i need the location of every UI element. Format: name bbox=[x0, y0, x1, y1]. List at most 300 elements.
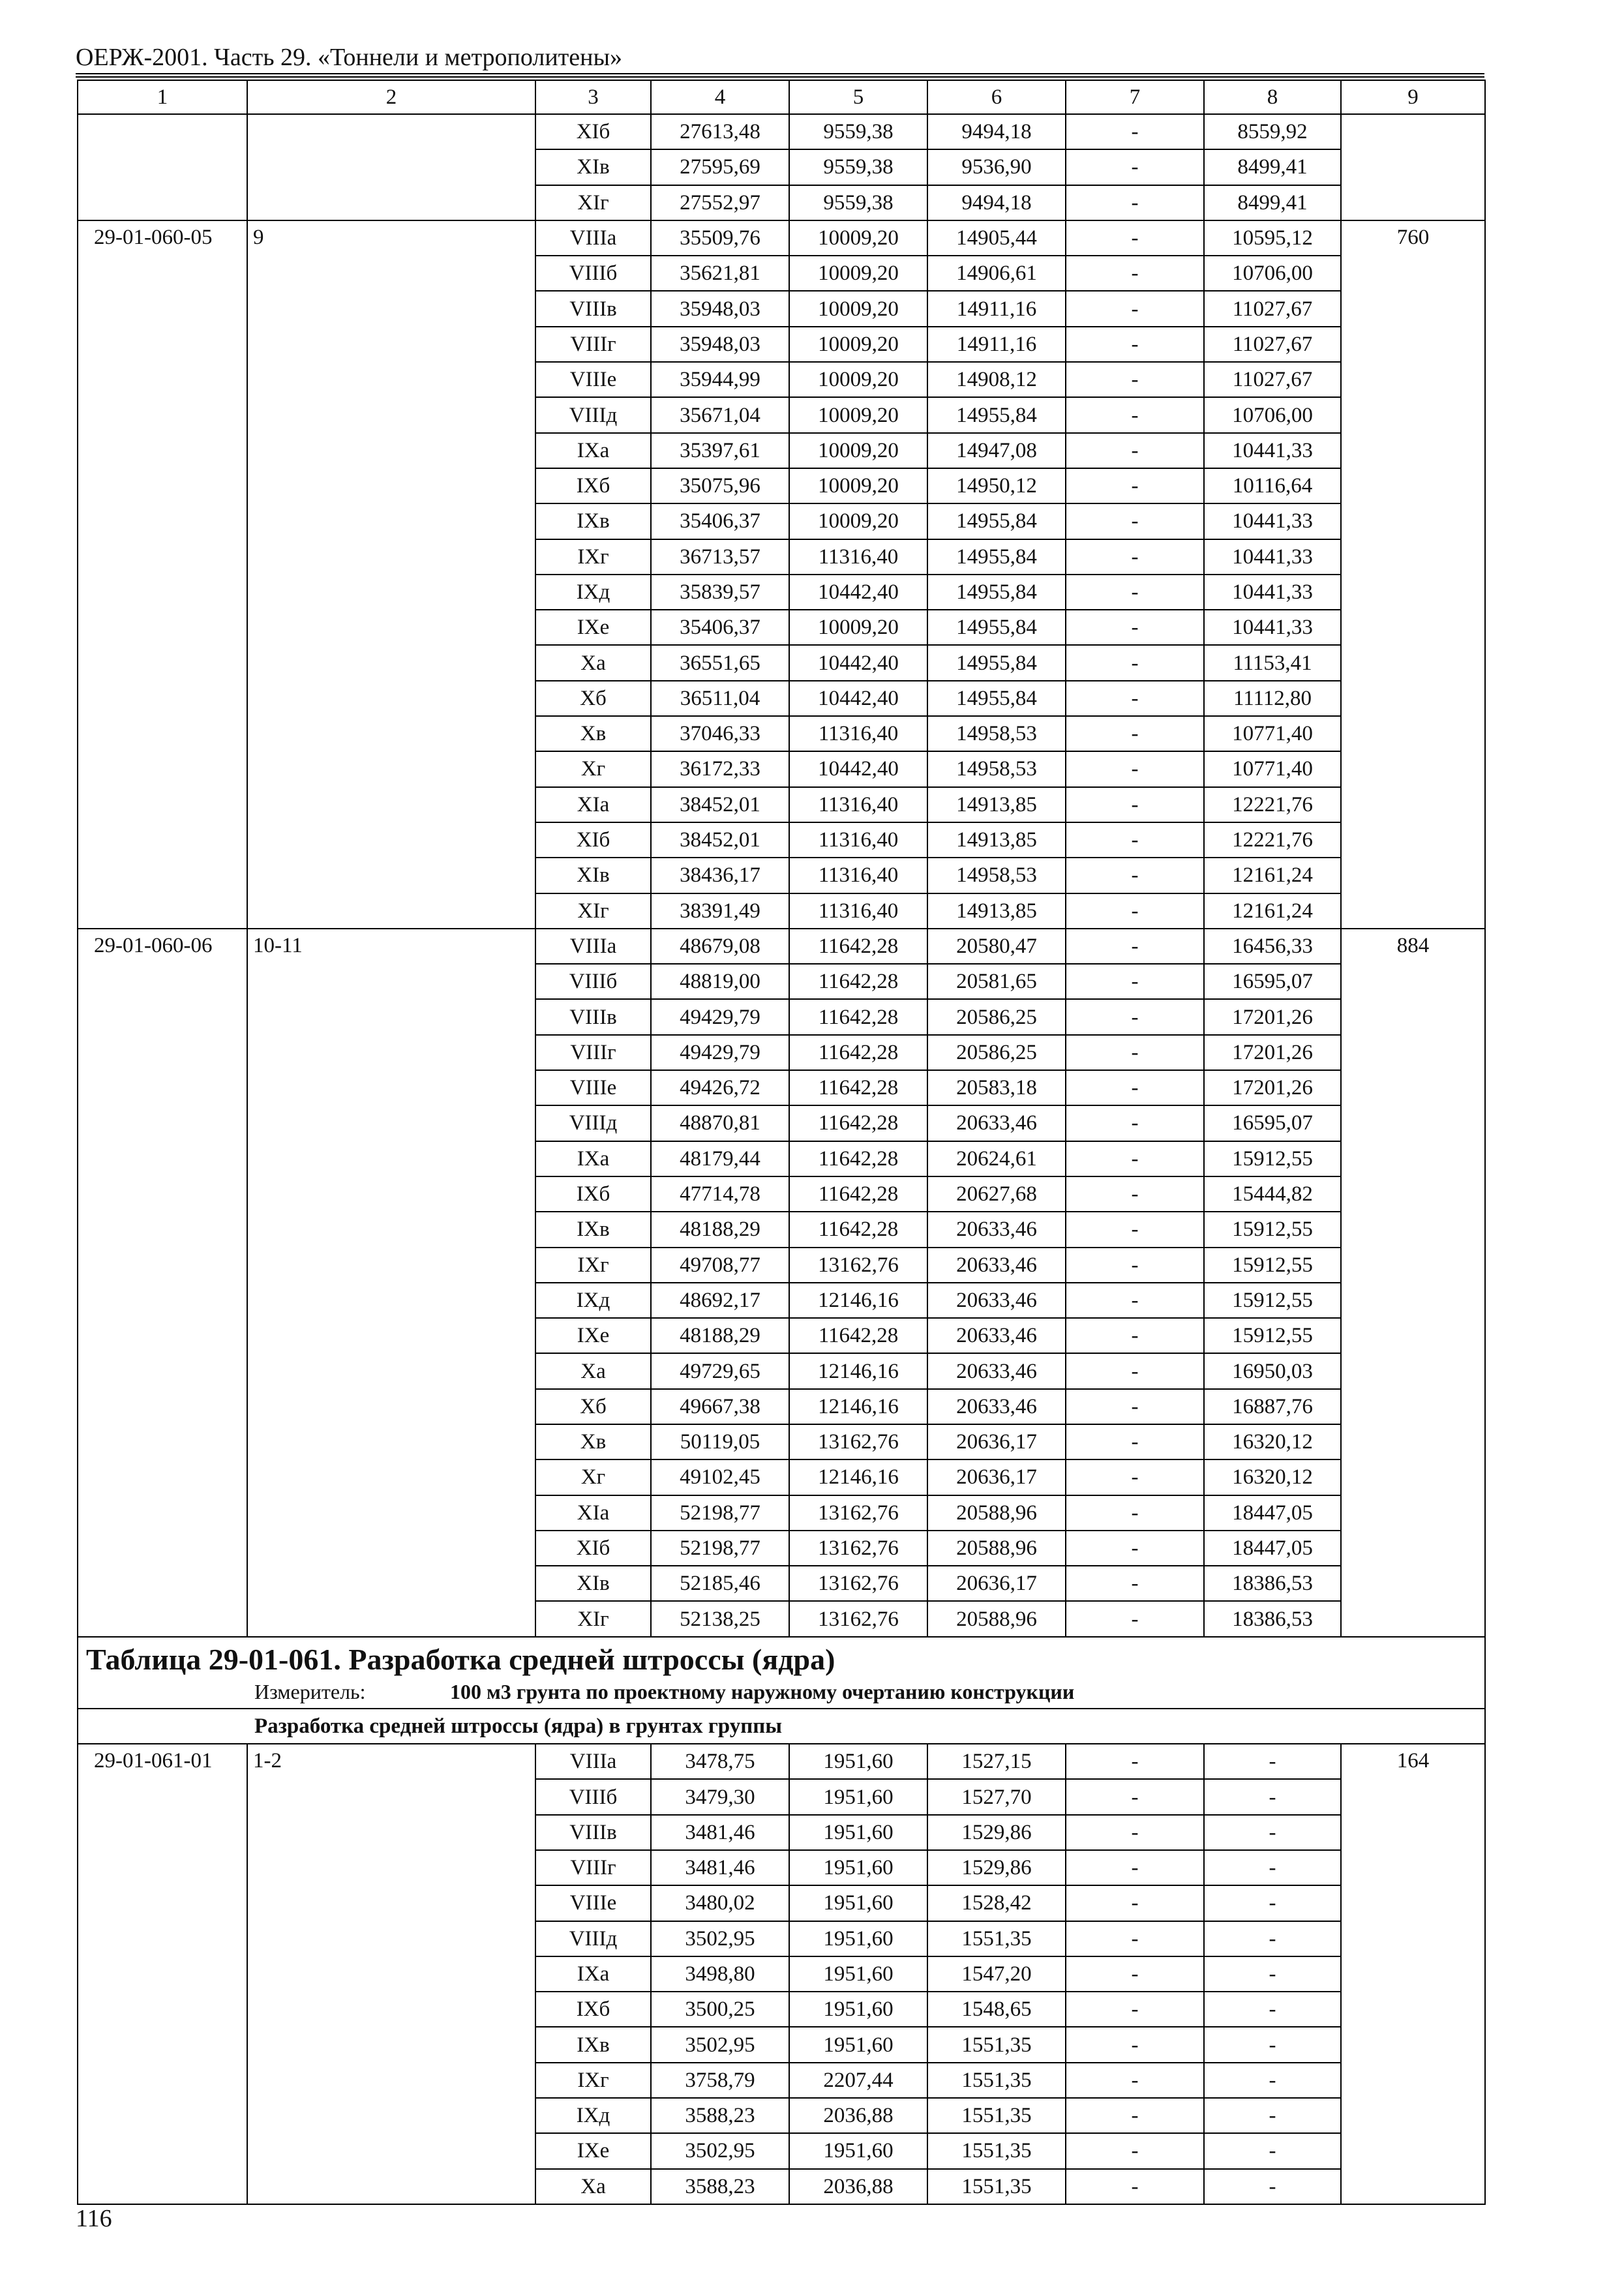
soil-category-cell: XIб bbox=[535, 1531, 651, 1566]
wages-cell: 1951,60 bbox=[789, 1921, 927, 1956]
driver-wages-cell: - bbox=[1066, 1850, 1204, 1885]
machine-cost-cell: 1527,15 bbox=[927, 1744, 1066, 1779]
direct-cost-cell: 49429,79 bbox=[651, 1035, 789, 1070]
machine-cost-cell: 9494,18 bbox=[927, 114, 1066, 149]
table-title-row bbox=[78, 1637, 1485, 1709]
wages-cell: 13162,76 bbox=[789, 1601, 927, 1636]
materials-cost-cell: 15912,55 bbox=[1204, 1318, 1341, 1353]
wages-cell: 1951,60 bbox=[789, 1992, 927, 2027]
machine-cost-cell: 20624,61 bbox=[927, 1141, 1066, 1176]
materials-cost-cell: 11112,80 bbox=[1204, 681, 1341, 716]
soil-category-cell: VIIIб bbox=[535, 964, 651, 999]
direct-cost-cell: 49729,65 bbox=[651, 1353, 789, 1388]
soil-category-cell: Xг bbox=[535, 751, 651, 786]
table-row bbox=[78, 114, 1485, 149]
machine-cost-cell: 20583,18 bbox=[927, 1070, 1066, 1105]
soil-category-cell: IXв bbox=[535, 1212, 651, 1247]
driver-wages-cell: - bbox=[1066, 1248, 1204, 1283]
soil-category-cell: VIIIе bbox=[535, 362, 651, 397]
machine-cost-cell: 20636,17 bbox=[927, 1566, 1066, 1601]
wages-cell: 11642,28 bbox=[789, 964, 927, 999]
direct-cost-cell: 36713,57 bbox=[651, 539, 789, 575]
machine-cost-cell: 14955,84 bbox=[927, 503, 1066, 539]
direct-cost-cell: 48870,81 bbox=[651, 1105, 789, 1141]
machine-cost-cell: 1547,20 bbox=[927, 1956, 1066, 1992]
labor-cost-cell: 164 bbox=[1341, 1744, 1485, 2204]
materials-cost-cell: 15912,55 bbox=[1204, 1141, 1341, 1176]
table-title: Таблица 29-01-061. Разработка средней штроссы (ядра) bbox=[86, 1642, 835, 1676]
direct-cost-cell: 3758,79 bbox=[651, 2063, 789, 2098]
driver-wages-cell: - bbox=[1066, 397, 1204, 432]
materials-cost-cell: - bbox=[1204, 1921, 1341, 1956]
direct-cost-cell: 36551,65 bbox=[651, 645, 789, 680]
soil-category-cell: XIв bbox=[535, 149, 651, 185]
machine-cost-cell: 1551,35 bbox=[927, 2098, 1066, 2133]
machine-cost-cell: 1527,70 bbox=[927, 1779, 1066, 1814]
driver-wages-cell: - bbox=[1066, 1070, 1204, 1105]
soil-category-cell: VIIIв bbox=[535, 999, 651, 1034]
soil-category-cell: Xг bbox=[535, 1459, 651, 1495]
soil-category-cell: Xв bbox=[535, 716, 651, 751]
materials-cost-cell: 11027,67 bbox=[1204, 291, 1341, 326]
machine-cost-cell: 1548,65 bbox=[927, 1992, 1066, 2027]
direct-cost-cell: 35406,37 bbox=[651, 503, 789, 539]
direct-cost-cell: 3588,23 bbox=[651, 2169, 789, 2204]
wages-cell: 1951,60 bbox=[789, 1744, 927, 1779]
column-number: 6 bbox=[927, 80, 1066, 114]
driver-wages-cell: - bbox=[1066, 2063, 1204, 2098]
machine-cost-cell: 20588,96 bbox=[927, 1601, 1066, 1636]
machine-cost-cell: 1528,42 bbox=[927, 1885, 1066, 1921]
direct-cost-cell: 27613,48 bbox=[651, 114, 789, 149]
soil-category-cell: IXб bbox=[535, 468, 651, 503]
machine-cost-cell: 14913,85 bbox=[927, 822, 1066, 858]
direct-cost-cell: 38452,01 bbox=[651, 787, 789, 822]
materials-cost-cell: 12161,24 bbox=[1204, 858, 1341, 893]
materials-cost-cell: 8499,41 bbox=[1204, 149, 1341, 185]
driver-wages-cell: - bbox=[1066, 503, 1204, 539]
driver-wages-cell: - bbox=[1066, 751, 1204, 786]
machine-cost-cell: 20636,17 bbox=[927, 1459, 1066, 1495]
wages-cell: 10009,20 bbox=[789, 468, 927, 503]
soil-category-cell: IXв bbox=[535, 503, 651, 539]
driver-wages-cell: - bbox=[1066, 256, 1204, 291]
driver-wages-cell: - bbox=[1066, 1779, 1204, 1814]
materials-cost-cell: 15912,55 bbox=[1204, 1212, 1341, 1247]
materials-cost-cell: 10441,33 bbox=[1204, 575, 1341, 610]
soil-category-cell: XIб bbox=[535, 822, 651, 858]
materials-cost-cell: 10771,40 bbox=[1204, 716, 1341, 751]
driver-wages-cell: - bbox=[1066, 575, 1204, 610]
driver-wages-cell: - bbox=[1066, 114, 1204, 149]
column-number: 5 bbox=[789, 80, 927, 114]
direct-cost-cell: 52198,77 bbox=[651, 1495, 789, 1531]
machine-cost-cell: 1551,35 bbox=[927, 2027, 1066, 2062]
soil-category-cell: IXд bbox=[535, 1283, 651, 1318]
direct-cost-cell: 48188,29 bbox=[651, 1318, 789, 1353]
column-number-row bbox=[78, 80, 1485, 114]
wages-cell: 10009,20 bbox=[789, 256, 927, 291]
driver-wages-cell: - bbox=[1066, 1531, 1204, 1566]
materials-cost-cell: 11027,67 bbox=[1204, 327, 1341, 362]
materials-cost-cell: 10116,64 bbox=[1204, 468, 1341, 503]
direct-cost-cell: 35671,04 bbox=[651, 397, 789, 432]
materials-cost-cell: 10441,33 bbox=[1204, 539, 1341, 575]
direct-cost-cell: 49102,45 bbox=[651, 1459, 789, 1495]
machine-cost-cell: 20633,46 bbox=[927, 1248, 1066, 1283]
driver-wages-cell: - bbox=[1066, 2098, 1204, 2133]
direct-cost-cell: 50119,05 bbox=[651, 1424, 789, 1459]
soil-category-cell: IXд bbox=[535, 575, 651, 610]
materials-cost-cell: 10595,12 bbox=[1204, 220, 1341, 256]
soil-category-cell: VIIIв bbox=[535, 291, 651, 326]
direct-cost-cell: 52185,46 bbox=[651, 1566, 789, 1601]
wages-cell: 9559,38 bbox=[789, 114, 927, 149]
wages-cell: 11316,40 bbox=[789, 858, 927, 893]
driver-wages-cell: - bbox=[1066, 362, 1204, 397]
wages-cell: 10009,20 bbox=[789, 327, 927, 362]
wages-cell: 1951,60 bbox=[789, 1815, 927, 1850]
driver-wages-cell: - bbox=[1066, 822, 1204, 858]
section-title: Разработка средней штроссы (ядра) в грунтах группы bbox=[78, 1709, 1485, 1744]
direct-cost-cell: 3500,25 bbox=[651, 1992, 789, 2027]
soil-category-cell: IXг bbox=[535, 1248, 651, 1283]
wages-cell: 10009,20 bbox=[789, 362, 927, 397]
labor-cost-cell: 760 bbox=[1341, 220, 1485, 929]
wages-cell: 1951,60 bbox=[789, 2133, 927, 2168]
materials-cost-cell: 12161,24 bbox=[1204, 893, 1341, 929]
soil-category-cell: Xа bbox=[535, 1353, 651, 1388]
materials-cost-cell: 16595,07 bbox=[1204, 964, 1341, 999]
direct-cost-cell: 35509,76 bbox=[651, 220, 789, 256]
materials-cost-cell: 10441,33 bbox=[1204, 433, 1341, 468]
rate-code-cell: 29-01-060-06 bbox=[78, 929, 247, 1637]
soil-category-cell: XIг bbox=[535, 1601, 651, 1636]
machine-cost-cell: 20581,65 bbox=[927, 964, 1066, 999]
soil-category-cell: VIIIд bbox=[535, 397, 651, 432]
driver-wages-cell: - bbox=[1066, 1459, 1204, 1495]
wages-cell: 11316,40 bbox=[789, 822, 927, 858]
direct-cost-cell: 3502,95 bbox=[651, 2027, 789, 2062]
driver-wages-cell: - bbox=[1066, 716, 1204, 751]
materials-cost-cell: 16456,33 bbox=[1204, 929, 1341, 964]
wages-cell: 10442,40 bbox=[789, 645, 927, 680]
wages-cell: 10442,40 bbox=[789, 681, 927, 716]
document-header: ОЕРЖ-2001. Часть 29. «Тоннели и метрополитены» bbox=[76, 44, 623, 71]
driver-wages-cell: - bbox=[1066, 1389, 1204, 1424]
soil-category-cell: VIIIг bbox=[535, 1035, 651, 1070]
direct-cost-cell: 3481,46 bbox=[651, 1850, 789, 1885]
materials-cost-cell: 17201,26 bbox=[1204, 1070, 1341, 1105]
driver-wages-cell: - bbox=[1066, 1601, 1204, 1636]
soil-category-cell: XIб bbox=[535, 114, 651, 149]
wages-cell: 11642,28 bbox=[789, 999, 927, 1034]
machine-cost-cell: 20633,46 bbox=[927, 1353, 1066, 1388]
machine-cost-cell: 14950,12 bbox=[927, 468, 1066, 503]
materials-cost-cell: - bbox=[1204, 1815, 1341, 1850]
driver-wages-cell: - bbox=[1066, 999, 1204, 1034]
machine-cost-cell: 14906,61 bbox=[927, 256, 1066, 291]
measure-unit-label: Измеритель: bbox=[254, 1679, 366, 1703]
machine-cost-cell: 14908,12 bbox=[927, 362, 1066, 397]
machine-cost-cell: 14911,16 bbox=[927, 327, 1066, 362]
machine-cost-cell: 20636,17 bbox=[927, 1424, 1066, 1459]
materials-cost-cell: 16320,12 bbox=[1204, 1459, 1341, 1495]
table-row bbox=[78, 929, 1485, 964]
machine-cost-cell: 14947,08 bbox=[927, 433, 1066, 468]
table-title-cell bbox=[78, 1637, 1485, 1709]
soil-category-cell: XIг bbox=[535, 185, 651, 220]
materials-cost-cell: 17201,26 bbox=[1204, 999, 1341, 1034]
driver-wages-cell: - bbox=[1066, 1885, 1204, 1921]
column-number: 7 bbox=[1066, 80, 1204, 114]
machine-cost-cell: 20633,46 bbox=[927, 1389, 1066, 1424]
machine-cost-cell: 1551,35 bbox=[927, 2169, 1066, 2204]
driver-wages-cell: - bbox=[1066, 893, 1204, 929]
wages-cell: 10009,20 bbox=[789, 397, 927, 432]
table-row bbox=[78, 220, 1485, 256]
direct-cost-cell: 36172,33 bbox=[651, 751, 789, 786]
wages-cell: 10442,40 bbox=[789, 751, 927, 786]
direct-cost-cell: 3498,80 bbox=[651, 1956, 789, 1992]
soil-category-cell: VIIIд bbox=[535, 1921, 651, 1956]
direct-cost-cell: 36511,04 bbox=[651, 681, 789, 716]
wages-cell: 11642,28 bbox=[789, 1070, 927, 1105]
soil-category-cell: IXа bbox=[535, 1956, 651, 1992]
materials-cost-cell: 15444,82 bbox=[1204, 1176, 1341, 1212]
machine-cost-cell: 1551,35 bbox=[927, 2063, 1066, 2098]
wages-cell: 12146,16 bbox=[789, 1459, 927, 1495]
materials-cost-cell: 16887,76 bbox=[1204, 1389, 1341, 1424]
materials-cost-cell: 12221,76 bbox=[1204, 822, 1341, 858]
materials-cost-cell: - bbox=[1204, 2133, 1341, 2168]
machine-cost-cell: 1551,35 bbox=[927, 2133, 1066, 2168]
soil-category-cell: VIIIа bbox=[535, 929, 651, 964]
wages-cell: 11316,40 bbox=[789, 893, 927, 929]
machine-cost-cell: 20580,47 bbox=[927, 929, 1066, 964]
column-number: 2 bbox=[247, 80, 535, 114]
soil-category-cell: VIIIа bbox=[535, 1744, 651, 1779]
soil-category-cell: IXд bbox=[535, 2098, 651, 2133]
materials-cost-cell: 17201,26 bbox=[1204, 1035, 1341, 1070]
driver-wages-cell: - bbox=[1066, 433, 1204, 468]
wages-cell: 11316,40 bbox=[789, 787, 927, 822]
materials-cost-cell: 10771,40 bbox=[1204, 751, 1341, 786]
wages-cell: 13162,76 bbox=[789, 1495, 927, 1531]
direct-cost-cell: 48692,17 bbox=[651, 1283, 789, 1318]
direct-cost-cell: 27595,69 bbox=[651, 149, 789, 185]
materials-cost-cell: 8499,41 bbox=[1204, 185, 1341, 220]
soil-category-cell: VIIIг bbox=[535, 1850, 651, 1885]
wages-cell: 11316,40 bbox=[789, 716, 927, 751]
wages-cell: 11642,28 bbox=[789, 1212, 927, 1247]
wages-cell: 13162,76 bbox=[789, 1248, 927, 1283]
direct-cost-cell: 35621,81 bbox=[651, 256, 789, 291]
wages-cell: 12146,16 bbox=[789, 1283, 927, 1318]
wages-cell: 13162,76 bbox=[789, 1566, 927, 1601]
wages-cell: 11642,28 bbox=[789, 1141, 927, 1176]
driver-wages-cell: - bbox=[1066, 681, 1204, 716]
soil-category-cell: VIIIе bbox=[535, 1070, 651, 1105]
wages-cell: 11642,28 bbox=[789, 1035, 927, 1070]
machine-cost-cell: 14958,53 bbox=[927, 751, 1066, 786]
driver-wages-cell: - bbox=[1066, 610, 1204, 645]
materials-cost-cell: - bbox=[1204, 1956, 1341, 1992]
machine-cost-cell: 14955,84 bbox=[927, 645, 1066, 680]
materials-cost-cell: 15912,55 bbox=[1204, 1283, 1341, 1318]
rate-code-cell: 29-01-060-05 bbox=[78, 220, 247, 929]
machine-cost-cell: 1529,86 bbox=[927, 1850, 1066, 1885]
direct-cost-cell: 48819,00 bbox=[651, 964, 789, 999]
machine-cost-cell: 1529,86 bbox=[927, 1815, 1066, 1850]
driver-wages-cell: - bbox=[1066, 327, 1204, 362]
machine-cost-cell: 14955,84 bbox=[927, 681, 1066, 716]
direct-cost-cell: 49429,79 bbox=[651, 999, 789, 1034]
materials-cost-cell: - bbox=[1204, 1744, 1341, 1779]
machine-cost-cell: 20633,46 bbox=[927, 1283, 1066, 1318]
soil-category-cell: XIв bbox=[535, 1566, 651, 1601]
machine-cost-cell: 20586,25 bbox=[927, 1035, 1066, 1070]
materials-cost-cell: - bbox=[1204, 1992, 1341, 2027]
machine-cost-cell: 14955,84 bbox=[927, 397, 1066, 432]
direct-cost-cell: 35406,37 bbox=[651, 610, 789, 645]
soil-category-cell: XIа bbox=[535, 787, 651, 822]
soil-category-cell: Xб bbox=[535, 681, 651, 716]
driver-wages-cell: - bbox=[1066, 1956, 1204, 1992]
driver-wages-cell: - bbox=[1066, 1566, 1204, 1601]
direct-cost-cell: 49667,38 bbox=[651, 1389, 789, 1424]
soil-category-cell: Xа bbox=[535, 2169, 651, 2204]
direct-cost-cell: 48188,29 bbox=[651, 1212, 789, 1247]
materials-cost-cell: 18386,53 bbox=[1204, 1601, 1341, 1636]
wages-cell: 9559,38 bbox=[789, 185, 927, 220]
wages-cell: 11316,40 bbox=[789, 539, 927, 575]
soil-group-cell: 10-11 bbox=[247, 929, 535, 1637]
machine-cost-cell: 14958,53 bbox=[927, 858, 1066, 893]
machine-cost-cell: 14955,84 bbox=[927, 575, 1066, 610]
direct-cost-cell: 3479,30 bbox=[651, 1779, 789, 1814]
machine-cost-cell: 20633,46 bbox=[927, 1105, 1066, 1141]
wages-cell: 1951,60 bbox=[789, 1885, 927, 1921]
rates-table bbox=[77, 80, 1486, 2205]
materials-cost-cell: 18386,53 bbox=[1204, 1566, 1341, 1601]
driver-wages-cell: - bbox=[1066, 858, 1204, 893]
header-double-rule bbox=[76, 73, 1484, 78]
soil-category-cell: XIа bbox=[535, 1495, 651, 1531]
soil-category-cell: VIIIе bbox=[535, 1885, 651, 1921]
wages-cell: 12146,16 bbox=[789, 1389, 927, 1424]
driver-wages-cell: - bbox=[1066, 787, 1204, 822]
driver-wages-cell: - bbox=[1066, 1921, 1204, 1956]
direct-cost-cell: 38436,17 bbox=[651, 858, 789, 893]
direct-cost-cell: 35839,57 bbox=[651, 575, 789, 610]
soil-category-cell: IXг bbox=[535, 2063, 651, 2098]
soil-category-cell: IXб bbox=[535, 1176, 651, 1212]
soil-group-cell: 1-2 bbox=[247, 1744, 535, 2204]
materials-cost-cell: - bbox=[1204, 2063, 1341, 2098]
driver-wages-cell: - bbox=[1066, 929, 1204, 964]
materials-cost-cell: - bbox=[1204, 1779, 1341, 1814]
machine-cost-cell: 14958,53 bbox=[927, 716, 1066, 751]
soil-category-cell: IXе bbox=[535, 2133, 651, 2168]
machine-cost-cell: 1551,35 bbox=[927, 1921, 1066, 1956]
materials-cost-cell: - bbox=[1204, 2027, 1341, 2062]
wages-cell: 10009,20 bbox=[789, 503, 927, 539]
rates-table-body bbox=[78, 80, 1485, 2204]
materials-cost-cell: 15912,55 bbox=[1204, 1248, 1341, 1283]
driver-wages-cell: - bbox=[1066, 1353, 1204, 1388]
machine-cost-cell: 14911,16 bbox=[927, 291, 1066, 326]
driver-wages-cell: - bbox=[1066, 1141, 1204, 1176]
materials-cost-cell: 18447,05 bbox=[1204, 1495, 1341, 1531]
driver-wages-cell: - bbox=[1066, 149, 1204, 185]
column-number: 8 bbox=[1204, 80, 1341, 114]
driver-wages-cell: - bbox=[1066, 645, 1204, 680]
machine-cost-cell: 20588,96 bbox=[927, 1495, 1066, 1531]
wages-cell: 1951,60 bbox=[789, 2027, 927, 2062]
driver-wages-cell: - bbox=[1066, 291, 1204, 326]
soil-category-cell: VIIIб bbox=[535, 1779, 651, 1814]
direct-cost-cell: 35948,03 bbox=[651, 291, 789, 326]
direct-cost-cell: 3478,75 bbox=[651, 1744, 789, 1779]
driver-wages-cell: - bbox=[1066, 1744, 1204, 1779]
direct-cost-cell: 37046,33 bbox=[651, 716, 789, 751]
direct-cost-cell: 38391,49 bbox=[651, 893, 789, 929]
direct-cost-cell: 3480,02 bbox=[651, 1885, 789, 1921]
column-number: 4 bbox=[651, 80, 789, 114]
direct-cost-cell: 27552,97 bbox=[651, 185, 789, 220]
table-row bbox=[78, 1744, 1485, 1779]
materials-cost-cell: 12221,76 bbox=[1204, 787, 1341, 822]
machine-cost-cell: 14913,85 bbox=[927, 787, 1066, 822]
materials-cost-cell: - bbox=[1204, 1850, 1341, 1885]
materials-cost-cell: 10441,33 bbox=[1204, 610, 1341, 645]
wages-cell: 2207,44 bbox=[789, 2063, 927, 2098]
direct-cost-cell: 52198,77 bbox=[651, 1531, 789, 1566]
wages-cell: 13162,76 bbox=[789, 1424, 927, 1459]
wages-cell: 9559,38 bbox=[789, 149, 927, 185]
machine-cost-cell: 9494,18 bbox=[927, 185, 1066, 220]
materials-cost-cell: - bbox=[1204, 1885, 1341, 1921]
rate-code-cell: 29-01-061-01 bbox=[78, 1744, 247, 2204]
driver-wages-cell: - bbox=[1066, 964, 1204, 999]
direct-cost-cell: 52138,25 bbox=[651, 1601, 789, 1636]
page-number: 116 bbox=[76, 2205, 112, 2232]
soil-category-cell: IXе bbox=[535, 610, 651, 645]
labor-cost-cell bbox=[1341, 114, 1485, 220]
machine-cost-cell: 14905,44 bbox=[927, 220, 1066, 256]
direct-cost-cell: 48179,44 bbox=[651, 1141, 789, 1176]
wages-cell: 11642,28 bbox=[789, 1318, 927, 1353]
soil-category-cell: XIг bbox=[535, 893, 651, 929]
materials-cost-cell: 18447,05 bbox=[1204, 1531, 1341, 1566]
soil-category-cell: Xб bbox=[535, 1389, 651, 1424]
machine-cost-cell: 20633,46 bbox=[927, 1318, 1066, 1353]
materials-cost-cell: 10441,33 bbox=[1204, 503, 1341, 539]
wages-cell: 10009,20 bbox=[789, 610, 927, 645]
materials-cost-cell: 11027,67 bbox=[1204, 362, 1341, 397]
wages-cell: 10442,40 bbox=[789, 575, 927, 610]
machine-cost-cell: 20633,46 bbox=[927, 1212, 1066, 1247]
column-number: 3 bbox=[535, 80, 651, 114]
driver-wages-cell: - bbox=[1066, 2169, 1204, 2204]
wages-cell: 10009,20 bbox=[789, 433, 927, 468]
soil-category-cell: IXа bbox=[535, 1141, 651, 1176]
driver-wages-cell: - bbox=[1066, 1212, 1204, 1247]
wages-cell: 12146,16 bbox=[789, 1353, 927, 1388]
wages-cell: 13162,76 bbox=[789, 1531, 927, 1566]
machine-cost-cell: 20627,68 bbox=[927, 1176, 1066, 1212]
